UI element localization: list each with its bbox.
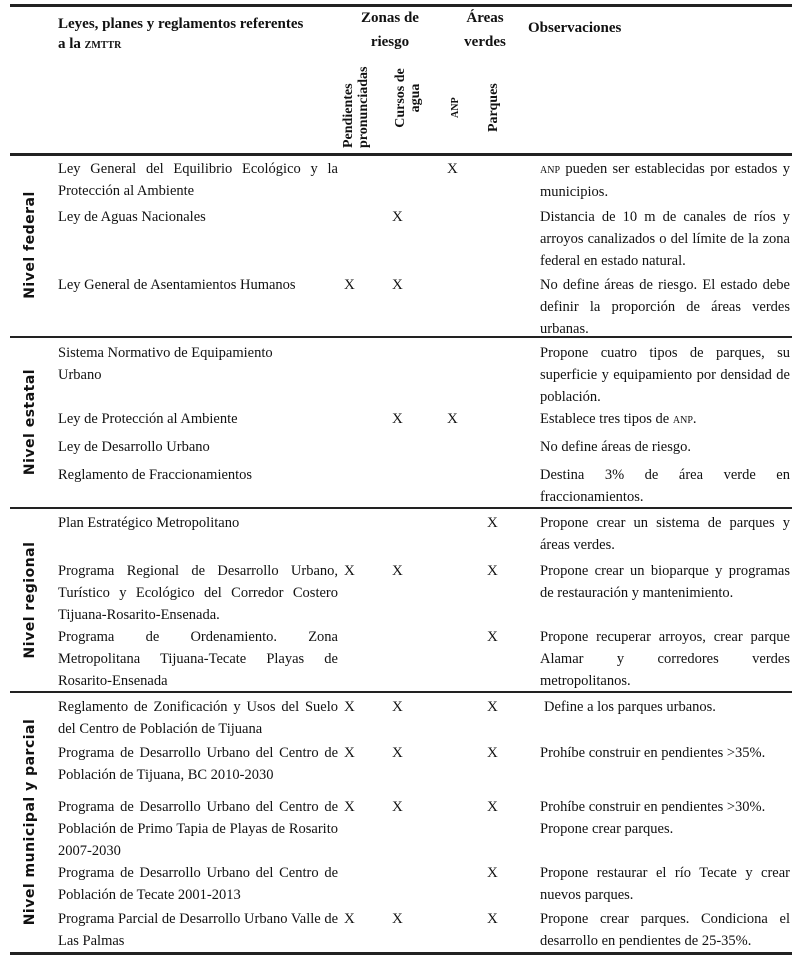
mark-parques: X [487,745,498,761]
observation: Propone recuperar arroyos, crear parque Alamar y corredores verdes metropolitanos. [540,629,790,689]
observation: Destina 3% de área verde en fraccionamientos. [540,467,790,505]
header-bottom-rule [10,153,792,156]
zonas-line1: Zonas de [361,10,419,26]
mark-parques: X [487,629,498,645]
cursos-line1: Cursos de [393,68,408,128]
obs-abbr: anp [672,412,693,427]
obs-abbr: anp [540,162,561,177]
mark-cursos: X [392,911,403,927]
law-name: Ley de Desarrollo Urbano [58,439,210,455]
mark-pendientes: X [344,799,355,815]
level-federal: Nivel federal [22,191,38,299]
mark-parques: X [487,865,498,881]
mark-cursos: X [392,563,403,579]
law-name: Sistema Normativo de Equipamiento Urbano [58,345,273,383]
areas-line1: Áreas [466,10,504,26]
mark-cursos: X [392,699,403,715]
mark-cursos: X [392,799,403,815]
observation: Propone crear un sistema de parques y áreas verdes. [540,515,790,553]
obs-end: . [692,411,697,427]
law-name: Programa de Desarrollo Urbano del Centro de Población de Tecate 2001-2013 [58,865,338,903]
law-name: Ley de Protección al Ambiente [58,411,238,427]
observation: Distancia de 10 m de canales de ríos y arroyos canalizados o del límite de la zona federal en estado natural. [540,209,790,269]
level-municipal: Nivel municipal y parcial [22,718,38,926]
level-estatal: Nivel estatal [22,368,38,476]
mark-pendientes: X [344,563,355,579]
header-areas-verdes [450,6,520,54]
law-name: Programa de Desarrollo Urbano del Centro de Población de Primo Tapia de Playas de Rosarito 2007-2030 [58,799,338,859]
law-name: Ley de Aguas Nacionales [58,209,206,225]
obs-text: pueden ser establecidas por estados y municipios. [540,161,790,200]
mark-parques: X [487,515,498,531]
header-zonas-riesgo [350,6,430,54]
header-title-line2: a la [58,36,85,52]
law-name: Programa de Ordenamiento. Zona Metropolitana Tijuana-Tecate Playas de Rosarito-Ensenada [58,629,338,689]
subheader-cursos [393,58,423,138]
areas-line2: verdes [464,34,506,50]
subheader-anp: ANP [450,97,461,118]
mark-parques: X [487,799,498,815]
mark-cursos: X [392,745,403,761]
observation: Propone crear parques. Condiciona el desarrollo en pendientes de 25-35%. [540,911,790,949]
observation [540,158,790,203]
table-bottom-rule [10,952,792,955]
header-observaciones: Observaciones [528,20,622,36]
law-name: Programa Parcial de Desarrollo Urbano Valle de Las Palmas [58,911,338,949]
mark-parques: X [487,699,498,715]
observation [540,408,790,431]
observation: Prohíbe construir en pendientes >30%. Propone crear parques. [540,799,766,837]
mark-cursos: X [392,277,403,293]
mark-anp: X [447,411,458,427]
observation: Prohíbe construir en pendientes >35%. [540,745,766,761]
law-name: Ley General de Asentamientos Humanos [58,277,296,293]
law-name: Reglamento de Fraccionamientos [58,467,253,483]
mark-cursos: X [392,411,403,427]
obs-text: Establece tres tipos de [540,411,673,427]
header-title-abbr: zmttr [84,37,122,52]
subheader-parques: Parques [486,83,501,132]
law-name: Programa de Desarrollo Urbano del Centro de Población de Tijuana, BC 2010-2030 [58,745,338,783]
law-name: Ley General del Equilibrio Ecológico y la Protección al Ambiente [58,161,338,199]
mark-pendientes: X [344,745,355,761]
subheader-pendientes [341,67,371,148]
pendientes-line2: pronunciadas [356,66,371,148]
cursos-line2: agua [408,83,423,113]
mark-pendientes: X [344,277,355,293]
law-name: Plan Estratégico Metropolitano [58,515,240,531]
law-name: Reglamento de Zonificación y Usos del Suelo del Centro de Población de Tijuana [58,699,338,737]
mark-parques: X [487,563,498,579]
observation: No define áreas de riesgo. El estado debe definir la proporción de áreas verdes urbanas. [540,277,790,337]
observation: Define a los parques urbanos. [544,699,716,715]
observation: Propone cuatro tipos de parques, su superficie y equipamiento por densidad de población. [540,345,790,405]
mark-pendientes: X [344,699,355,715]
mark-pendientes: X [344,911,355,927]
mark-anp: X [447,161,458,177]
level-regional: Nivel regional [22,541,38,659]
observation: Propone restaurar el río Tecate y crear nuevos parques. [540,865,790,903]
header-title-line1: Leyes, planes y reglamentos referentes [58,16,304,32]
mark-cursos: X [392,209,403,225]
pendientes-line1: Pendientes [341,83,356,148]
law-name: Programa Regional de Desarrollo Urbano, Turístico y Ecológico del Corredor Costero Tijuana-Rosarito-Ensenada. [58,563,338,623]
observation: No define áreas de riesgo. [540,439,691,455]
zonas-line2: riesgo [370,34,410,50]
mark-parques: X [487,911,498,927]
header-title [58,14,333,55]
observation: Propone crear un bioparque y programas de restauración y mantenimiento. [540,563,790,601]
